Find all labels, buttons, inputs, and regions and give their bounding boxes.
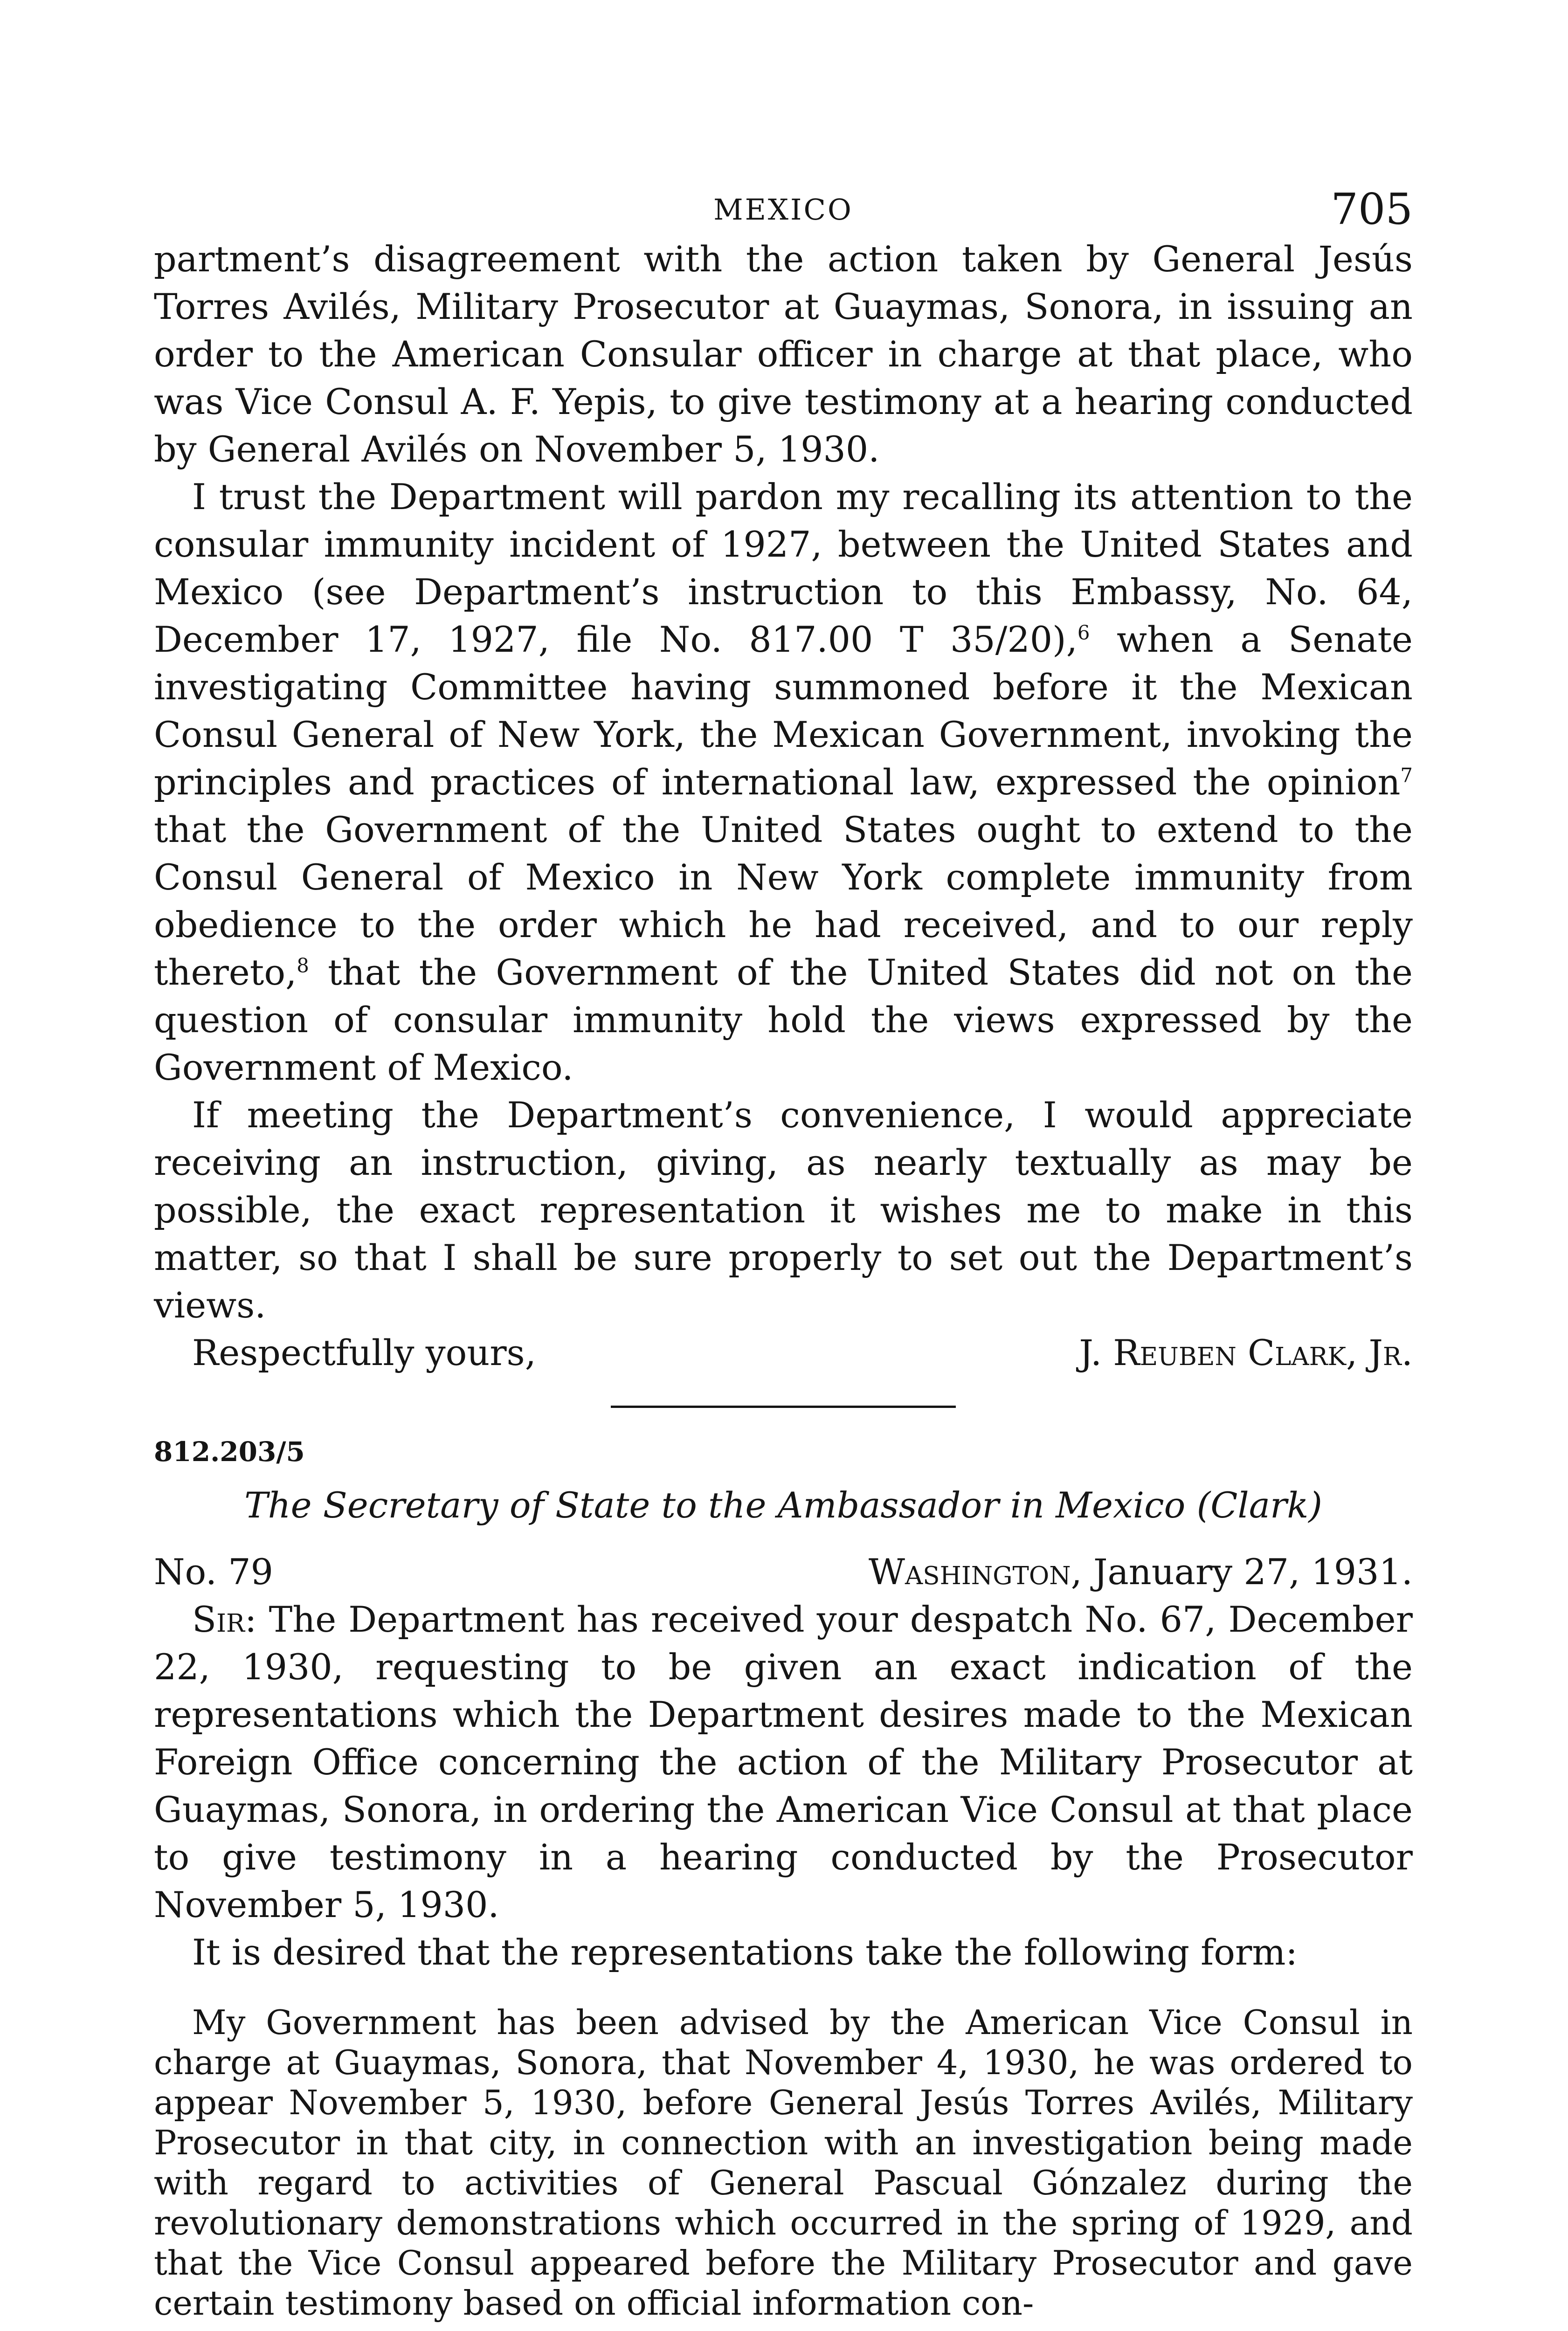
despatch-number: No. 79 (154, 1551, 273, 1593)
closing-line (154, 1329, 1413, 1377)
paragraph-request: If meeting the Department’s convenience, I would appreciate receiving an instruction, giving, as nearly textually as may be possible, the exact representation it wishes me to make in this matter, so that I shall be sure properly to set out the Department’s views. (154, 1094, 1413, 1326)
dateline-date: , January 27, 1931. (1071, 1551, 1413, 1593)
paragraph-text: that the Government of the United States did not on the question of consular immunity hold the views expressed by the Government of Mexico. (154, 952, 1413, 1088)
document-page (154, 184, 1413, 2331)
instruction-body (154, 1596, 1413, 1976)
paragraph-sir (154, 1596, 1413, 1929)
paragraph-continuation: partment’s disagreement with the action taken by General Jesús Torres Avilés, Military Prosecutor at Guaymas, Sonora, in issuing an order to the American Consular officer in charge at that place, who was Vice Consul A. F. Yepis, to give testimony at a hearing conducted by General Avilés on November 5, 1930. (154, 238, 1413, 470)
footnote-ref-7: 7 (1400, 764, 1413, 787)
paragraph-form: It is desired that the representations take the following form: (192, 1931, 1298, 1973)
quoted-representation: My Government has been advised by the American Vice Consul in charge at Guaymas, Sonora, that November 4, 1930, he was ordered to appear November 5, 1930, before General Jesús Torres Avilés, Military Prosecutor in that city, in connection with an investigation being made with regard to activities of General Pascual Gónzalez during the revolutionary demonstrations which occurred in the spring of 1929, and that the Vice Consul appeared before the Military Prosecutor and gave certain testimony based on official information con- (154, 2003, 1413, 2323)
section-divider (611, 1406, 956, 1408)
place-date (869, 1548, 1413, 1596)
paragraph-consular-immunity (154, 473, 1413, 1091)
salutation: Respectfully yours, (192, 1332, 536, 1373)
salutation-sir: Sir (192, 1599, 245, 1640)
footnote-ref-6: 6 (1077, 621, 1090, 644)
dateline (154, 1548, 1413, 1596)
paragraph-text: : The Department has received your despatch No. 67, December 22, 1930, requesting to be given an exact indication of the representations which the Department desires made to the Mexican Foreign Office concerning the action of the Military Prosecutor at Guaymas, Sonora, in ordering the American Vice Consul at that place to give testimony in a hearing conducted by the Prosecutor November 5, 1930. (154, 1599, 1413, 1925)
running-head-title: MEXICO (713, 193, 853, 227)
dateline-place: Washington (868, 1551, 1071, 1593)
running-header (154, 184, 1413, 235)
paragraph-text: when a Senate investigating Committee having summoned before it the Mexican Consul General of New York, the Mexican Government, invoking the principles and practices of international law, expressed the opinion (154, 619, 1413, 803)
file-number: 812.203/5 (154, 1436, 305, 1468)
document-heading: The Secretary of State to the Ambassador in Mexico (Clark) (244, 1484, 1323, 1526)
paragraph-text: that the Government of the United States ought to extend to the Consul General of Mexico in New York complete immunity from obedience to the order which he had received, and to our reply thereto, (154, 809, 1413, 993)
page-number: 705 (1331, 184, 1413, 234)
footnote-ref-8: 8 (297, 954, 309, 977)
paragraph-text: I trust the Department will pardon my recalling its attention to the consular immunity incident of 1927, between the United States and Mexico (see Department’s instruction to this Embassy, No. 64, December 17, 1927, file No. 817.00 T 35/20), (154, 476, 1413, 660)
letter-body (154, 235, 1413, 1377)
signature: J. Reuben Clark, Jr. (1079, 1332, 1413, 1373)
